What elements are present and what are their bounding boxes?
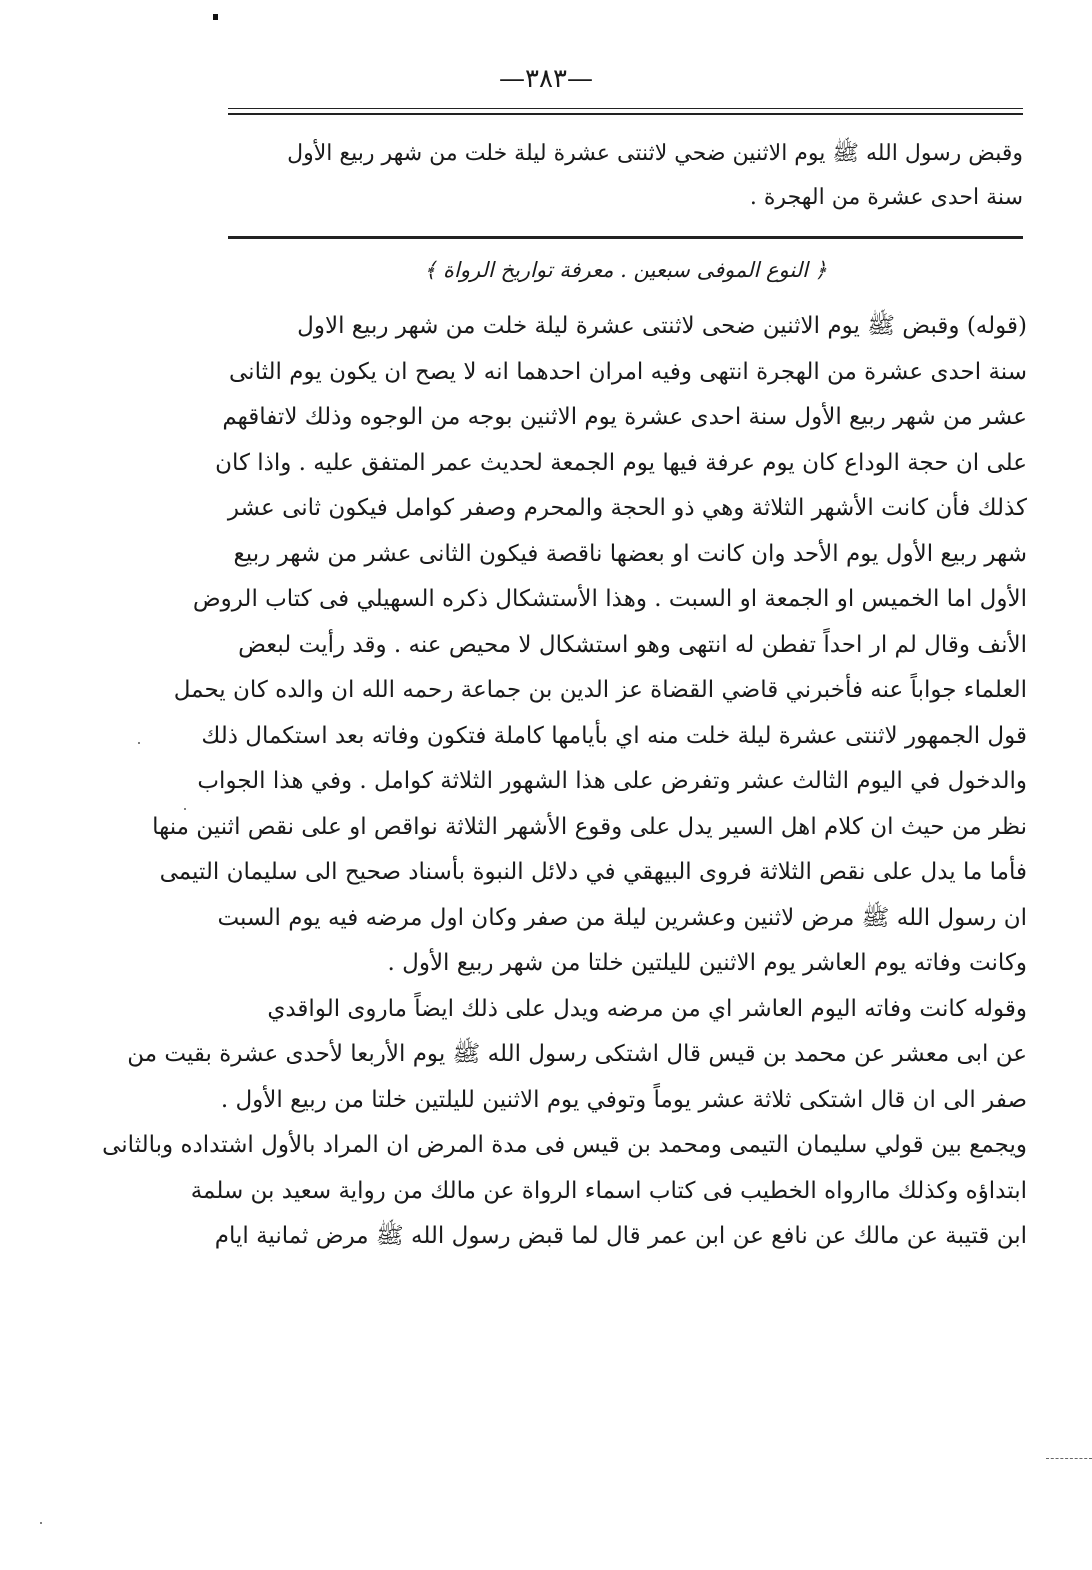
commentary-line: عشر من شهر ربيع الأول سنة احدى عشرة يوم الاثنين بوجه من الوجوه وذلك لاتفاقهم (222, 404, 1027, 430)
scan-speck (184, 808, 186, 810)
commentary-line: قول الجمهور لاثنتى عشرة ليلة خلت منه اي بأيامها كاملة فتكون وفاته بعد استكمال ذلك (201, 722, 1027, 749)
matn-text (215, 132, 1023, 220)
commentary-line: سنة احدى عشرة من الهجرة انتهى وفيه امران احدهما انه لا يصح ان يكون يوم الثانى (229, 358, 1027, 385)
commentary-line: الأنف وقال لم ار احداً تفطن له انتهى وهو استشكال لا محيص عنه . وقد رأيت لبعض (238, 631, 1027, 658)
commentary-line: ان رسول الله ﷺ مرض لاثنين وعشرين ليلة من صفر وكان اول مرضه فيه يوم السبت (217, 904, 1027, 931)
page-number: —٣٨٣— (499, 64, 593, 94)
section-heading: ﴿ النوع الموفى سبعين . معرفة تواريخ الرواة ﴾ (424, 258, 827, 282)
commentary-line: عن ابى معشر عن محمد بن قيس قال اشتكى رسول الله ﷺ يوم الأربعا لأحدى عشرة بقيت من (127, 1041, 1027, 1067)
matn-line: وقبض رسول الله ﷺ يوم الاثنين ضحي لاثنتى عشرة ليلة خلت من شهر ربيع الأول (287, 141, 1023, 166)
commentary-line: ويجمع بين قولي سليمان التيمى ومحمد بن قيس فى مدة المرض ان المراد بالأول اشتداده وبالثانى (102, 1132, 1027, 1158)
commentary-line: وكانت وفاته يوم العاشر يوم الاثنين لليلتين خلتا من شهر ربيع الأول . (387, 950, 1027, 976)
commentary-line: وقوله كانت وفاته اليوم العاشر اي من مرضه ويدل على ذلك ايضاً ماروى الواقدي (267, 995, 1027, 1022)
header-rule-thin (228, 108, 1023, 109)
commentary-line: العلماء جواباً عنه فأخبرني قاضي القضاة عز الدين بن جماعة رحمه الله ان والده كان يحمل (173, 677, 1027, 703)
commentary-line: شهر ربيع الأول يوم الأحد وان كانت او بعضها ناقصة فيكون الثانى عشر من شهر ربيع (233, 540, 1027, 567)
commentary-line: الأول اما الخميس او الجمعة او السبت . وهذا الأستشكال ذكره السهيلي فى كتاب الروض (192, 586, 1027, 612)
commentary-line: على ان حجة الوداع كان يوم عرفة فيها يوم الجمعة لحديث عمر المتفق عليه . واذا كان (215, 449, 1027, 476)
matn-line: سنة احدى عشرة من الهجرة . (749, 185, 1023, 210)
commentary-line: صفر الى ان قال اشتكى ثلاثة عشر يوماً وتوفي يوم الاثنين لليلتين خلتا من ربيع الأول . (220, 1086, 1027, 1113)
commentary-line: ابتداؤه وكذلك ماارواه الخطيب فى كتاب اسماء الرواة عن مالك من رواية سعيد بن سلمة (190, 1177, 1027, 1204)
header-rule-thick (228, 113, 1023, 115)
commentary-line: (قوله) وقبض ﷺ يوم الاثنين ضحى لاثنتى عشرة ليلة خلت من شهر ربيع الاول (297, 313, 1027, 339)
commentary-line: والدخول في اليوم الثالث عشر وتفرض على هذا الشهور الثلاثة كوامل . وفي هذا الجواب (197, 768, 1027, 794)
commentary-line: كذلك فأن كانت الأشهر الثلاثة وهي ذو الحجة والمحرم وصفر كوامل فيكون ثانى عشر (227, 495, 1027, 521)
scan-speck (138, 742, 140, 744)
section-divider-rule (228, 236, 1023, 239)
commentary-line: فأما ما يدل على نقص الثلاثة فروى البيهقي في دلائل النبوة بأسناد صحيح الى سليمان التيمى (159, 859, 1027, 885)
commentary-text (102, 304, 1027, 1260)
scan-speck (213, 14, 218, 20)
commentary-line: نظر من حيث ان كلام اهل السير يدل على وقوع الأشهر الثلاثة نواقص او على نقص اثنين منها (152, 813, 1027, 840)
scan-speck (40, 1522, 42, 1524)
page-edge-mark (1046, 1458, 1092, 1460)
commentary-line: ابن قتيبة عن مالك عن نافع عن ابن عمر قال لما قبض رسول الله ﷺ مرض ثمانية ايام (214, 1223, 1027, 1249)
